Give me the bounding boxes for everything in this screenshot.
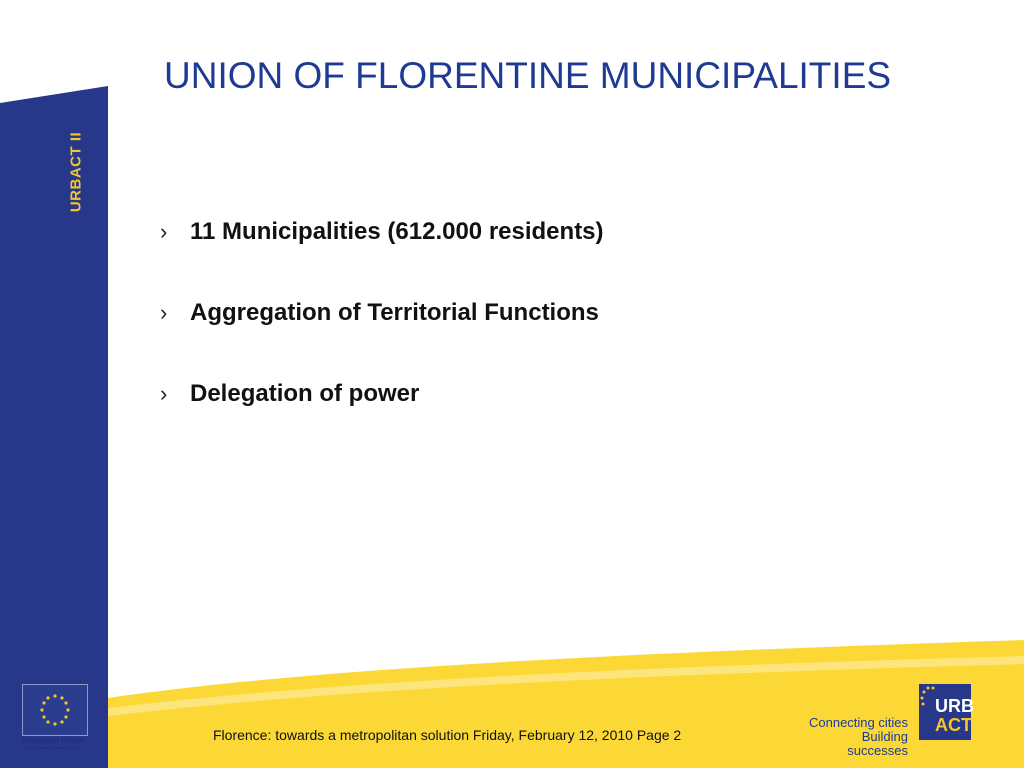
bullet-item (160, 380, 604, 461)
eu-logo-subcaption: European Regional Development Fund (22, 746, 83, 750)
slide-title: UNION OF FLORENTINE MUNICIPALITIES (164, 55, 892, 96)
slide-footer: Florence: towards a metropolitan solution Friday, February 12, 2010 Page 2 (213, 727, 682, 743)
left-blue-band (0, 86, 108, 768)
bullet-chevron-icon: › (160, 300, 168, 325)
urbact-logo-text-top: URB (935, 696, 974, 716)
bullet-text: Aggregation of Territorial Functions (190, 299, 599, 326)
urbact-tagline (800, 716, 908, 758)
bullet-item (160, 218, 604, 299)
bullet-text: 11 Municipalities (612.000 residents) (190, 218, 604, 245)
eu-logo-caption: European Union (22, 736, 84, 745)
eu-stars-icon (23, 685, 87, 735)
bullet-item (160, 299, 604, 380)
bullet-chevron-icon: › (160, 381, 168, 406)
bullet-text: Delegation of power (190, 380, 420, 407)
bullet-list (160, 218, 604, 461)
tagline-line-1: Connecting cities (809, 715, 908, 730)
urbact-vertical-brand: URBACT II (67, 131, 85, 213)
bullet-chevron-icon: › (160, 219, 168, 244)
eu-flag-logo (22, 684, 88, 736)
urbact-logo-text-bottom: ACT (935, 715, 972, 735)
tagline-line-2: Building successes (847, 729, 908, 758)
